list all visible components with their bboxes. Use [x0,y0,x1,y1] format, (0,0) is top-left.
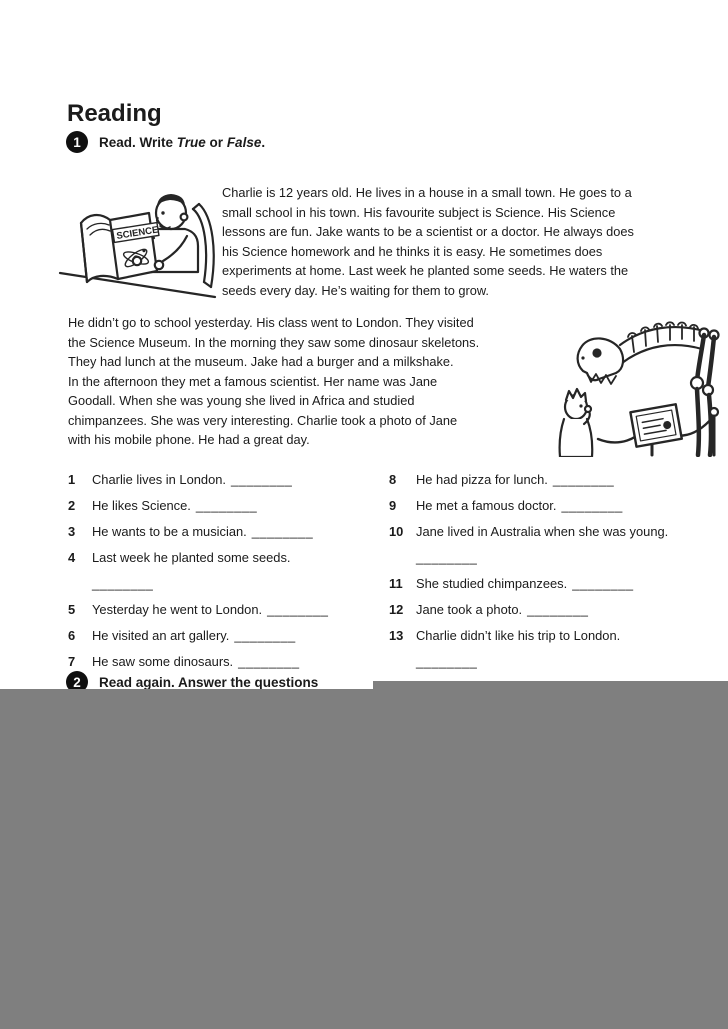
page-title: Reading [67,100,162,128]
question-text: Charlie lives in London. [92,471,226,487]
answer-blank: ________ [527,601,589,617]
question-number: 6 [68,627,76,643]
question-text: He wants to be a musician. [92,523,247,539]
answer-blank: ________ [552,471,615,487]
question-blank-row [389,544,668,570]
exercise1-number-badge: 1 [66,131,88,153]
question-number: 13 [389,627,404,643]
exercise2-instruction: Read again. Answer the questions [99,674,319,690]
paragraph-line: Charlie is 12 years old. He lives in a house in a small town. He goes to a [222,185,632,200]
paragraph-line: Goodall. When she was young she lived in Africa and studied [68,393,415,408]
question-number: 12 [389,601,404,617]
question-number: 10 [389,523,404,539]
question-item [68,622,328,648]
question-item [68,544,328,570]
question-number: 5 [68,601,76,617]
answer-blank: ________ [416,653,478,669]
answer-blank: ________ [234,627,296,643]
reading-boy-illustration [58,176,218,304]
question-text: He visited an art gallery. [92,627,230,643]
exercise2-number-badge: 2 [66,671,88,693]
question-text: He likes Science. [92,497,191,513]
instruction-text: or [205,134,227,150]
question-number: 1 [68,471,76,487]
instruction-text: . [261,134,266,150]
question-item [68,518,328,544]
paragraph-line: They had lunch at the museum. Jake had a burger and a milkshake. [68,354,454,369]
paragraph-line: chimpanzees. She was very interesting. Charlie took a photo of Jane [68,412,458,428]
question-item [389,466,668,492]
answer-blank: ________ [231,471,293,487]
question-item [389,518,668,544]
eye [161,211,164,214]
dinosaur-skeleton-illustration [556,315,726,457]
paragraph-line: lessons are fun. Jake wants to be a scientist or a doctor. He always does [222,224,634,239]
answer-blank: ________ [416,549,478,565]
question-text: Charlie didn’t like his trip to London. [416,627,621,643]
question-text: Jane lived in Australia when she was young. [416,523,669,539]
eye-socket [592,348,601,357]
question-text: Yesterday he went to London. [92,601,263,617]
questions-column-left [68,466,328,674]
question-item [68,492,328,518]
question-number: 2 [68,497,76,513]
question-text: He had pizza for lunch. [416,471,548,487]
answer-blank: ________ [572,575,634,591]
book-cover [110,213,160,279]
question-text: Last week he planted some seeds. [92,549,291,565]
question-number: 8 [389,471,397,487]
paragraph-line: He didn’t go to school yesterday. His class went to London. They visited [68,315,474,330]
paragraph-2 [68,313,479,450]
instruction-false-word: False [226,134,262,150]
question-item [389,596,668,622]
question-text: Jane took a photo. [416,601,523,617]
question-item [389,570,668,596]
book-title-label: SCIENCE [115,224,160,242]
question-text: He met a famous doctor. [416,497,557,513]
question-number: 7 [68,653,76,669]
question-text: She studied chimpanzees. [416,575,568,591]
paragraph-line: with his mobile phone. He had a great day. [68,432,310,447]
question-number: 11 [389,575,403,591]
answer-blank: ________ [92,575,154,591]
question-number: 3 [68,523,76,539]
paragraph-line: his Science homework and he thinks it is easy. He sometimes does [222,243,603,259]
paragraph-line: small school in his town. His favourite subject is Science. His Science [222,204,616,220]
paragraph-line: the Science Museum. In the morning they saw some dinosaur skeletons. [68,334,480,350]
questions-column-right [389,466,668,674]
question-text: He saw some dinosaurs. [92,653,234,669]
answer-blank: ________ [561,497,623,513]
instruction-true-word: True [176,134,206,150]
question-number: 4 [68,549,76,565]
instruction-text: Read. Write [99,134,177,150]
question-item [68,466,328,492]
gray-overlay [0,689,728,1029]
answer-blank: ________ [195,497,258,513]
question-blank-row [68,570,328,596]
question-item [389,622,668,648]
answer-blank: ________ [267,601,329,617]
skull [578,338,623,380]
paragraph-line: experiments at home. Last week he planted some seeds. He waters the [222,263,629,278]
answer-blank: ________ [251,523,314,539]
paragraph-line: seeds every day. He’s waiting for them to grow. [222,282,489,298]
paragraph-line: In the afternoon they met a famous scientist. Her name was Jane [68,373,438,389]
visitor-body [560,419,593,457]
question-blank-row [389,648,668,674]
exhibit-sign [630,404,681,446]
desk-line [60,273,215,297]
question-number: 9 [389,497,397,513]
answer-blank: ________ [238,653,300,669]
question-item [389,492,668,518]
exercise1-instruction [99,135,265,150]
paragraph-1 [222,183,634,300]
exercise1-header [66,131,265,153]
question-item [68,596,328,622]
